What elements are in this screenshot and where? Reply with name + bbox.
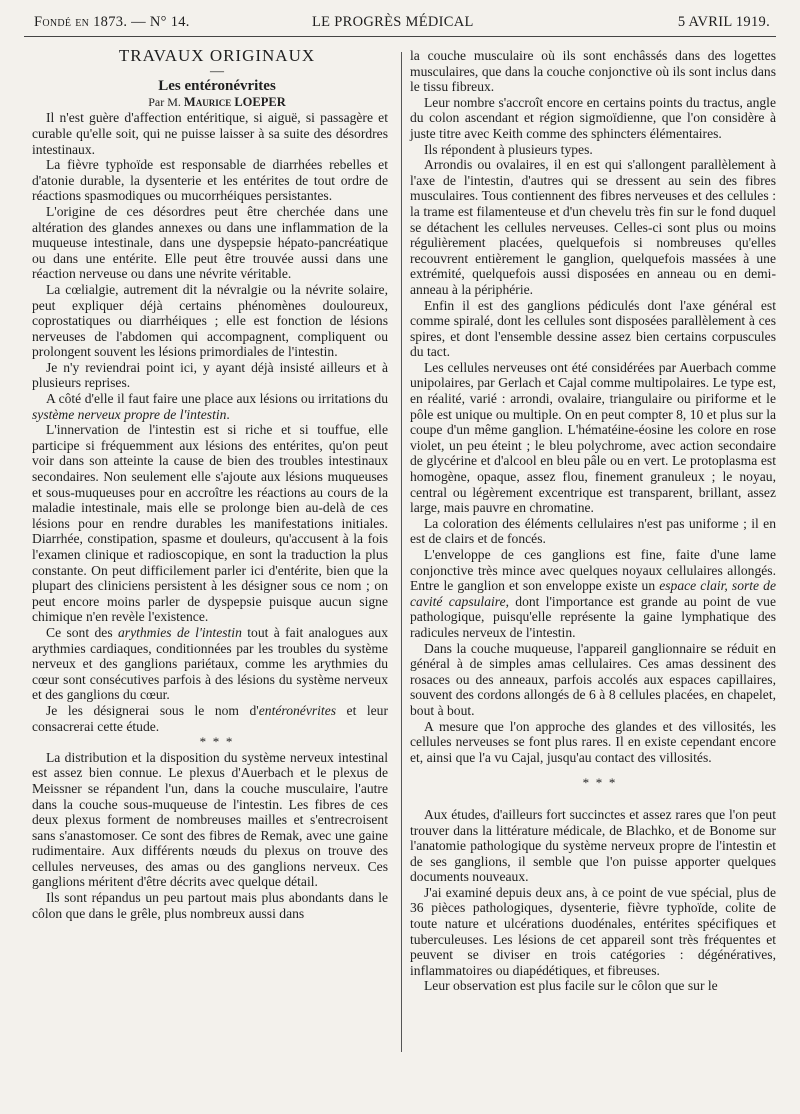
- paragraph: J'ai examiné depuis deux ans, à ce point de vue spécial, plus de 36 pièces pathologiques, dysenterie, fièvre typhoïde, colite de toute nature et ulcérations duodénales, entérites spécifiques et tuberculeuses. Les lésions de cet appareil sont très fréquentes et peuvent se diviser en trois catégories : dégénératives, inflammatoires ou diapédétiques, et fibreuses.: [410, 884, 776, 978]
- text-run: , dont l'importance est grande au point de vue pathologique, puisqu'elle représente la gaine lymphatique des radicules nerveux de l'intestin.: [410, 593, 776, 640]
- paragraph: A mesure que l'on approche des glandes et des villosités, les cellules nerveuses se font plus rares. Il en existe cependant encore et, ainsi que l'a vu Cajal, jusqu'au contact des villosités.: [410, 718, 776, 765]
- right-column: [410, 48, 776, 994]
- paragraph: Les cellules nerveuses ont été considérées par Auerbach comme unipolaires, par Gerlach et Cajal comme multipolaires. Le type est, en réalité, varié : arrondi, ovalaire, triangulaire ou piriforme et le pôle est unique ou multiple. On en peut compter 8, 10 et plus sur la coupe d'un même ganglion. L'hématéine-éosine les colore en rose violet, un peu éteint ; le bleu polychrome, avec action secondaire de glycérine et d'alcool en bleu pâle ou en vert. Le protoplasma est homogène, opaque, assez flou, finement granuleux ; le noyau, central ou légèrement excentrique est transparent, brillant, assez large, mais pauvre en chromatine.: [410, 359, 776, 516]
- column-separator: [401, 52, 402, 1052]
- paragraph: Leur observation est plus facile sur le côlon que sur le: [424, 978, 718, 994]
- section-title: TRAVAUX ORIGINAUX: [118, 46, 316, 65]
- text-run: Ce sont des: [46, 624, 118, 640]
- paragraph: Leur nombre s'accroît encore en certains points du tractus, angle du colon ascendant et région sigmoïdienne, que l'on considère à juste titre avec Keith comme des sphincters élémentaires.: [410, 94, 776, 141]
- paragraph: Aux études, d'ailleurs fort succinctes et assez rares que l'on peut trouver dans la littérature médicale, de Blachko, et de Bonome sur l'anatomie pathologique du système nerveux propre de l'intestin et de ses ganglions, il semble que l'on puisse apporter quelques documents nouveaux.: [410, 806, 776, 885]
- paragraph: La fièvre typhoïde est responsable de diarrhées rebelles et d'atonie durable, la dysenterie et les entérites de tout ordre de réactions spasmodiques ou mucorrhéiques persistantes.: [32, 157, 388, 204]
- paragraph: [32, 391, 388, 422]
- byline-prefix: Par M.: [148, 94, 181, 109]
- article-title: Les entéronévrites: [158, 78, 276, 95]
- paragraph: Je n'y reviendrai point ici, y ayant déjà insisté ailleurs et à plusieurs reprises.: [32, 359, 388, 391]
- emphasis: arythmies de l'intestin: [117, 624, 242, 640]
- paragraph: [410, 547, 776, 641]
- emphasis: système nerveux propre de l'intestin: [32, 406, 227, 422]
- byline: [32, 95, 388, 111]
- header-founded: Fondé en 1873. — N° 14.: [34, 14, 190, 30]
- text-run: A côté d'elle il faut faire une place aux lésions ou irritations du: [46, 391, 388, 407]
- emphasis: entéronévrites: [258, 702, 337, 718]
- paragraph: Enfin il est des ganglions pédiculés dont l'axe général est comme spiralé, dont les cellules sont disposées parallèlement à ces spires, et dont l'ensemble dessine assez bien certains corpuscules du tact.: [410, 297, 776, 360]
- text-run: L'enveloppe de ces ganglions est fine, faite d'une lame conjonctive très mince avec quelques noyaux cellulaires allongés. Entre le ganglion et son enveloppe existe un: [410, 547, 776, 594]
- emphasis: espace clair, sorte de cavité capsulaire: [410, 578, 776, 609]
- left-column: [32, 48, 388, 921]
- paragraph: Dans la couche muqueuse, l'appareil ganglionnaire se réduit en général à de simples amas cellulaires. Ces amas dessinent des rosaces ou des anneaux, parfois accolés aux espaces capillaires, souvent des cordons allongés de 6 à 8 cellules placées, en chapelet, bout à bout.: [410, 640, 776, 718]
- paragraph: Ils répondent à plusieurs types.: [424, 141, 593, 157]
- text-run: Je les désignerai sous le nom d': [46, 702, 259, 718]
- paragraph: La cœlialgie, autrement dit la névralgie ou la névrite solaire, peut expliquer déjà certains phénomènes douloureux, coprostatiques ou diarrhéiques ; elle est fonction de lésions nerveuses de l'abdomen qui accompagnent, compliquent ou prolongent souvent les lésions primordiales de l'intestin.: [32, 281, 388, 360]
- text-run: et leur consacrerai cette étude.: [32, 702, 388, 734]
- paragraph: L'innervation de l'intestin est si riche et si touffue, elle participe si fréquemment aux lésions des entérites, qu'on peut voir dans son atteinte la cause de bien des troubles intestinaux secondaires. Non seulement elle s'ajoute aux lésions muqueuses et sous-muqueuses pour en accroître les réactions au cours de la maladie intestinale, mais elle se prolonge bien au-delà de ces lésions pour en rendre durables les manifestations initiales. Diarrhée, constipation, spasme et douleurs, qu'accusent à la fois l'examen clinique et radioscopique, en sont la traduction la plus constante. On peut difficilement parler ici d'entérite, bien que la plupart des cliniciens persistent à les désigner sous ce nom ; on peut encore moins parler de dyspepsie puisque aucun signe chimique n'en revèle l'existence.: [32, 422, 388, 625]
- paragraph: La distribution et la disposition du système nerveux intestinal est assez bien connue. Le plexus d'Auerbach et le plexus de Meissner se répandent l'un, dans la couche musculaire, l'autre dans la couche sous-muqueuse de l'intestin. Les fibres de ces deux plexus forment de nombreuses mailles et s'entrecroisent sans s'anastomoser. Ce sont des fibres de Remak, avec une gaine rudimentaire. Aux différents nœuds du plexus on trouve des cellules nerveuses, des amas ou des ganglions nerveux. Ces ganglions méritent d'être décrits avec quelque détail.: [32, 749, 388, 890]
- paragraph: L'origine de ces désordres peut être cherchée dans une altération des glandes annexes ou dans une inflammation de la muqueuse intestinale, dans une dyspepsie hépato-pancréatique ou dans une entérite. Elle peut être trouvée aussi dans une réaction nerveuse ou dans une névrite véritable.: [32, 203, 388, 282]
- text-run: tout à fait analogues aux arythmies cardiaques, conditionnées par les troubles du système nerveux et des ganglions pariétaux, comme les arythmies du cœur sont consécutives parfois à des lésions du système nerveux et des ganglions du cœur.: [32, 624, 388, 703]
- paragraph: Ils sont répandus un peu partout mais plus abondants dans le côlon que dans le grêle, plus nombreux aussi dans: [32, 890, 388, 921]
- section-break-stars: * * *: [582, 775, 618, 791]
- paragraph: Il n'est guère d'affection entéritique, si aiguë, si passagère et curable qu'elle soit, qui ne puisse laisser à sa suite des désordres intestinaux.: [32, 110, 388, 157]
- author-name: Maurice LOEPER: [183, 94, 286, 109]
- paragraph: [32, 625, 388, 703]
- header-date: 5 AVRIL 1919.: [677, 14, 770, 30]
- paragraph: La coloration des éléments cellulaires n'est pas uniforme ; il en est de clairs et de foncés.: [410, 515, 776, 547]
- text-run: .: [226, 406, 230, 422]
- paragraph: la couche musculaire où ils sont enchâssés dans des logettes musculaires, que dans la couche conjonctive où ils sont inclus dans le tissu fibreux.: [410, 48, 776, 95]
- header-journal-title: LE PROGRÈS MÉDICAL: [312, 14, 474, 30]
- section-dash: —: [210, 63, 224, 79]
- header-rule: [24, 36, 776, 37]
- section-break-stars: * * *: [199, 734, 235, 750]
- paragraph: [32, 703, 388, 734]
- running-header: [34, 14, 770, 36]
- paragraph: Arrondis ou ovalaires, il en est qui s'allongent parallèlement à l'axe de l'intestin, d'autres qui se dressent au sein des fibres musculaires. Tous contiennent des fibres nerveuses et des cellules : la trame est filamenteuse et d'un chevelu très fin sur le fond duquel se détachent les cellules nerveuses. Celles-ci sont plus ou moins régulièrement placées, quelquefois si nombreuses qu'elles recouvrent entièrement le ganglion, quelquefois massées à une extrémité, quelquefois aussi disposées en anneau ou en demi-anneau à la périphérie.: [410, 157, 776, 297]
